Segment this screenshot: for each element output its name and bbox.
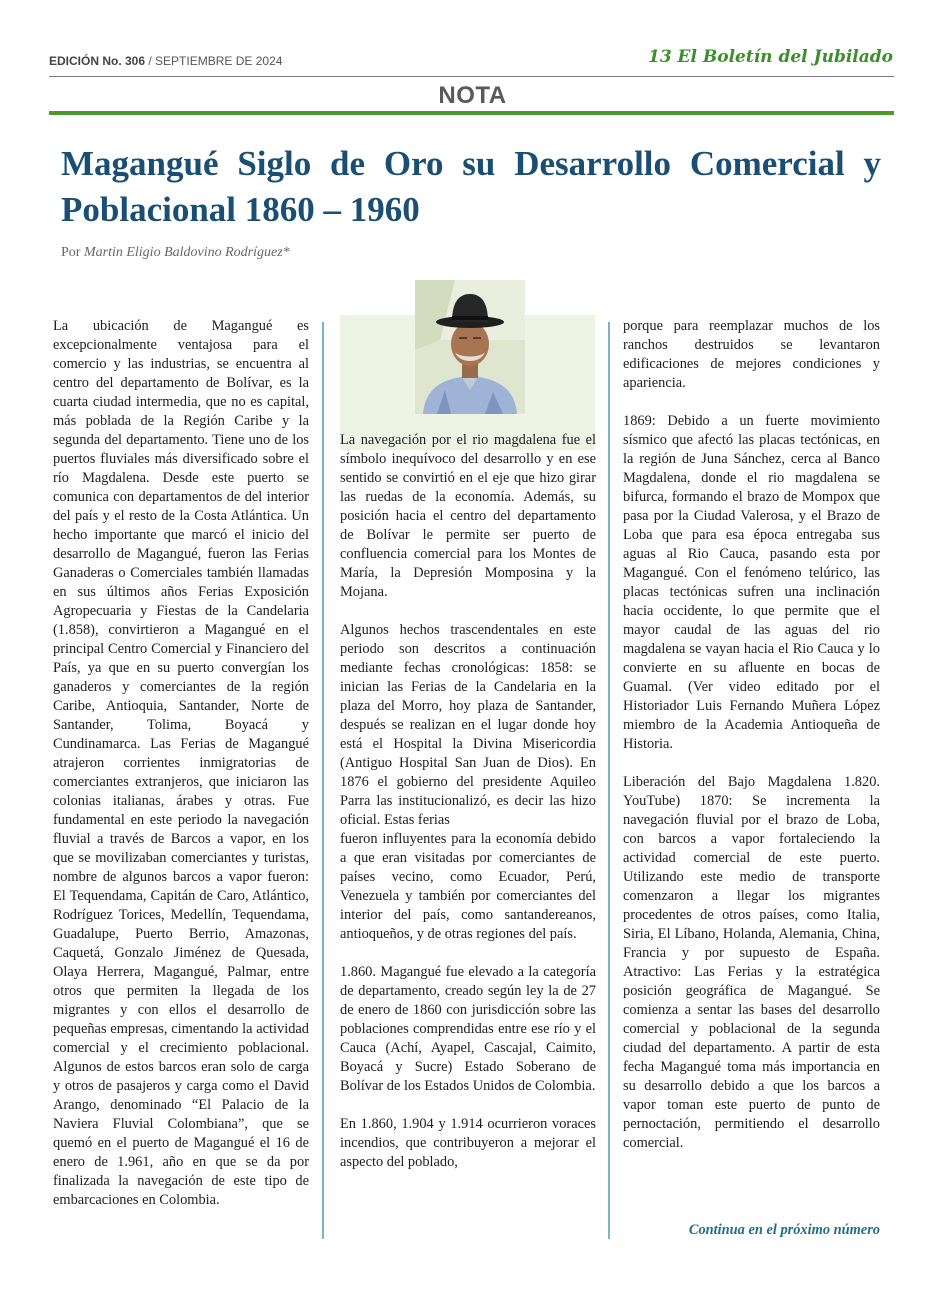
column-rule-left: [322, 322, 324, 1239]
section-label: NOTA: [438, 82, 507, 109]
column-3-paragraph-3: Liberación del Bajo Magdalena 1.820. YouTube) 1870: Se incrementa la navegación fluvial por el brazo de Loba, con barcos a vapor fortaleciendo la actividad comercial de este puerto. Utilizando este medio de transporte comenzaron a llegar los migrantes procedentes de otros países, como Italia, Siria, El Líbano, Holanda, Alemania, China, Francia y por supuesto de España. Atractivo: Las Ferias y la estratégica posición geográfica de Magangué. Se comienza a sentar las bases del desarrollo comercial y poblacional de la segunda ciudad del departamento. A partir de esta fecha Magangué toma más importancia en su desarrollo debido a que los barcos a vapor toman este puerto de punto de pernoctación, permitiendo el desarrollo comercial.: [623, 774, 880, 1151]
edition-number: EDICIÓN No. 306: [49, 54, 146, 68]
author-portrait-image: [415, 280, 525, 414]
header-divider: [49, 76, 894, 77]
column-2-paragraph-3: 1.860. Magangué fue elevado a la categoría de departamento, creado según ley la de 27 de enero de 1860 con jurisdicción sobre las poblaciones comprendidas entre ese río y el Cauca (Achí, Ayapel, Cascajal, Caimito, Boyacá y Sucre) Estado Soberano de Bolívar de los Estados Unidos de Colombia.: [340, 964, 596, 1094]
column-1-paragraph-1: La ubicación de Magangué es excepcionalmente ventajosa para el comercio y las industrias, se encuentra al centro del departamento de Bolívar, es la cuarta ciudad intermedia, que no es capital, más poblada de la Región Caribe y la segunda del departamento. Tiene uno de los puertos fluviales más diversificado sobre el río Magdalena. Desde este puerto se comunica con departamentos de del interior del país y el resto de la Costa Atlántica. Un hecho importante que marcó el inicio del desarrollo de Magangué, fueron las Ferias Ganaderas o Comerciales también llamadas en sus últimos años Ferias Exposición Agropecuaria y Fiestas de la Candelaria (1.858), convirtieron a Magangué en el principal Centro Comercial y Financiero del País, ya que en su puerto convergían los ganaderos y comerciantes de la región Caribe, Antioquia, Santander, Norte de Santander, Tolima, Boyacá y Cundinamarca. Las Ferias de Magangué atrajeron corrientes inmigratorias de comerciantes extranjeros, que iniciaron las colonias italianas, árabes y otras. Fue fundamental en este periodo la navegación fluvial a través de Barcos a vapor, en los que se movilizaban comerciantes y turistas, nombre de algunos barcos a vapor fueron: El Tequendama, Capitán de Caro, Atlántico, Rodríguez Torices, Medellín, Tequendama, Guadalupe, Puerto Berrio, Amazonas, Caquetá, Gonzalo Jiménez de Quesada, Olaya Herrera, Magangué, Palmar, entre otros que permiten la llegada de los migrantes y con ellos el desarrollo de pequeñas empresas, cimentando la actividad comercial y el crecimiento poblacional. Algunos de estos barcos eran solo de carga y otros de pasajeros y carga como el David Arango, denominado “El Palacio de la Naviera Fluvial Colombiana”, que se quemó en el puerto de Magangué el 16 de enero de 1.961, año en que se da por finalizada la navegación de este tipo de embarcaciones en Colombia.: [53, 318, 309, 1208]
masthead: 13 El Boletín del Jubilado: [647, 47, 893, 67]
column-2-paragraph-2: Algunos hechos trascendentales en este periodo son descritos a continuación mediante fechas cronológicas: 1858: se inician las Ferias de la Candelaria en la plaza del Morro, hoy plaza de Santander, después se realizan en el lugar donde hoy está el Hospital la Divina Misericordia (Antiguo Hospital San Juan de Dios). En 1876 el gobierno del presidente Aquileo Parra las institucionalizó, es decir las hizo oficial. Estas ferias fueron influyentes para la economía debido a que eran visitadas por comerciantes de países vecino, como Ecuador, Perú, Venezuela y también por comerciantes del interior del país, como santandereanos, antioqueños, y de otras regiones del país.: [340, 622, 596, 942]
edition-date: / SEPTIEMBRE DE 2024: [145, 54, 283, 68]
byline-prefix: Por: [61, 245, 84, 260]
column-3: [623, 317, 880, 1153]
column-2: [340, 431, 596, 1172]
continued-note: Continua en el próximo número: [688, 1222, 880, 1238]
column-2-paragraph-4: En 1.860, 1.904 y 1.914 ocurrieron voraces incendios, que contribuyeron a mejorar el aspecto del poblado,: [340, 1116, 596, 1170]
column-3-paragraph-2: 1869: Debido a un fuerte movimiento sísmico que afectó las placas tectónicas, en la región de Juna Sánchez, cerca al Banco Magdalena, donde el rio magdalena se bifurca, formando el brazo de Mompox que pasa por la Ciudad Valerosa, y el Brazo de Loba que para esa época entregaba sus aguas al Rio Cauca, pasando esta por Magangué. Con el fenómeno telúrico, las placas tectónicas sufren una inclinación hacia occidente, lo que permite que el mayor caudal de las aguas del rio magdalena se vayan hacia el Rio Cauca y lo convierte en su afluente en bocas de Guamal. (Ver video editado por el Historiador Luis Fernando Muñera López miembro de la Academia Antioqueña de Historia.: [623, 413, 880, 752]
column-1: [53, 317, 309, 1210]
article-title: Magangué Siglo de Oro su Desarrollo Comercial y Poblacional 1860 – 1960: [61, 144, 881, 229]
author-photo: [415, 280, 525, 414]
column-2-paragraph-1: La navegación por el rio magdalena fue el símbolo inequívoco del desarrollo y en ese sentido se convirtió en el eje que hizo girar las ruedas de la economía. Además, su posición hacia el centro del departamento de Bolívar le permite ser puerto de confluencia comercial para los Montes de María, la Depresión Momposina y la Mojana.: [340, 432, 596, 600]
edition-info: [49, 54, 282, 68]
author-name: Martin Eligio Baldovino Rodríguez*: [83, 245, 290, 260]
section-bar: [49, 111, 894, 115]
column-3-paragraph-1: porque para reemplazar muchos de los ranchos destruidos se levantaron edificaciones de mejores condiciones y apariencia.: [623, 318, 880, 391]
byline: [61, 245, 290, 261]
column-rule-right: [608, 322, 610, 1239]
